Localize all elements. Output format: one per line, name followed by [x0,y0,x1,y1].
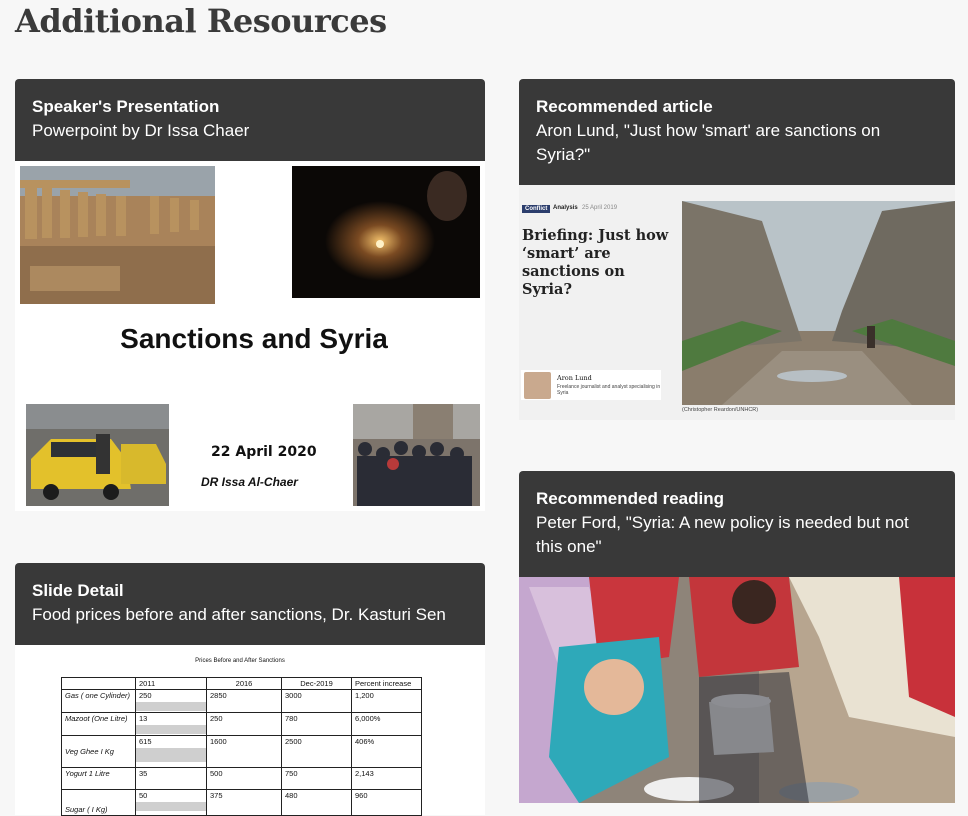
gray-shade [136,748,206,762]
table-cell [62,736,136,768]
gray-shade [136,802,206,811]
table-cell: 750 [282,768,352,790]
card-subtitle: Food prices before and after sanctions, Dr. Kasturi Sen [32,605,446,624]
cell-value: 250 [139,691,152,700]
card-header [15,79,485,161]
article-type: Analysis [553,205,578,211]
table-cell: 250 [207,713,282,736]
reading-preview-photo[interactable] [519,577,955,803]
card-heading: Slide Detail [32,581,124,600]
cell-value: 615 [139,737,152,746]
table-header-cell [62,678,136,690]
card-heading: Recommended reading [536,489,724,508]
card-header [15,563,485,645]
table-cell: 1600 [207,736,282,768]
table-cell: 2500 [282,736,352,768]
table-cell [136,790,207,816]
table-cell: 2850 [207,690,282,713]
table-cell [136,690,207,713]
table-title: Prices Before and After Sanctions [195,658,285,664]
table-row [62,736,422,768]
table-cell: 3000 [282,690,352,713]
table-row [62,768,422,790]
prices-table [61,677,422,816]
table-header-cell: Percent increase [352,678,422,690]
candlelight-photo [292,166,480,298]
table-row [62,790,422,816]
card-subtitle: Peter Ford, "Syria: A new policy is needed but not this one" [536,513,909,556]
author-name: Aron Lund [557,374,592,382]
table-header-row [62,678,422,690]
article-preview-image[interactable] [519,185,955,420]
table-cell [62,790,136,816]
card-heading: Recommended article [536,97,713,116]
table-header-cell: 2011 [136,678,207,690]
photo-credit: (Christopher Reardon/UNHCR) [682,407,759,413]
author-box [521,370,661,400]
author-description: Freelance journalist and analyst specialising in Syria [557,384,661,396]
card-header [519,79,955,185]
author-avatar [524,372,551,399]
presentation-slide-image[interactable] [15,161,485,511]
table-cell: 780 [282,713,352,736]
gray-shade [136,702,206,711]
destroyed-street-photo [682,201,955,405]
table-row [62,690,422,713]
page-title: Additional Resources [15,2,387,40]
table-cell: 500 [207,768,282,790]
table-cell: 406% [352,736,422,768]
cell-value: Sugar ( I Kg) [65,805,108,814]
recommended-article-card[interactable] [519,79,955,420]
table-cell: 35 [136,768,207,790]
table-header-cell: Dec-2019 [282,678,352,690]
card-subtitle: Powerpoint by Dr Issa Chaer [32,121,250,140]
taxi-street-photo [26,404,169,506]
table-cell: 6,000% [352,713,422,736]
price-table-image[interactable] [15,645,485,815]
cell-value: 50 [139,791,148,800]
card-header [519,471,955,577]
slide-author: DR Issa Al-Chaer [201,475,298,489]
slide-date: 22 April 2020 [211,444,317,460]
table-cell: 480 [282,790,352,816]
table-header-cell: 2016 [207,678,282,690]
table-cell: Gas ( one Cylinder) [62,690,136,713]
article-date: 25 April 2019 [582,205,618,211]
table-cell: Yogurt 1 Litre [62,768,136,790]
category-tag: Conflict [522,205,550,213]
table-cell: Mazoot (One Litre) [62,713,136,736]
recommended-reading-card[interactable] [519,471,955,803]
card-subtitle: Aron Lund, "Just how 'smart' are sanctions on Syria?" [536,121,881,164]
crowd-photo [353,404,480,506]
article-headline: Briefing: Just how ‘smart’ are sanctions on Syria? [522,227,669,298]
table-cell [136,713,207,736]
cell-value: 13 [139,714,148,723]
table-cell: 375 [207,790,282,816]
slide-title: Sanctions and Syria [120,323,388,354]
slide-detail-card[interactable] [15,563,485,815]
table-cell: 1,200 [352,690,422,713]
table-cell [136,736,207,768]
gray-shade [136,725,206,734]
table-cell: 960 [352,790,422,816]
speaker-presentation-card[interactable] [15,79,485,511]
cell-value: Veg Ghee I Kg [65,747,114,756]
ruins-photo [20,166,215,304]
table-row [62,713,422,736]
table-cell: 2,143 [352,768,422,790]
card-heading: Speaker's Presentation [32,97,220,116]
